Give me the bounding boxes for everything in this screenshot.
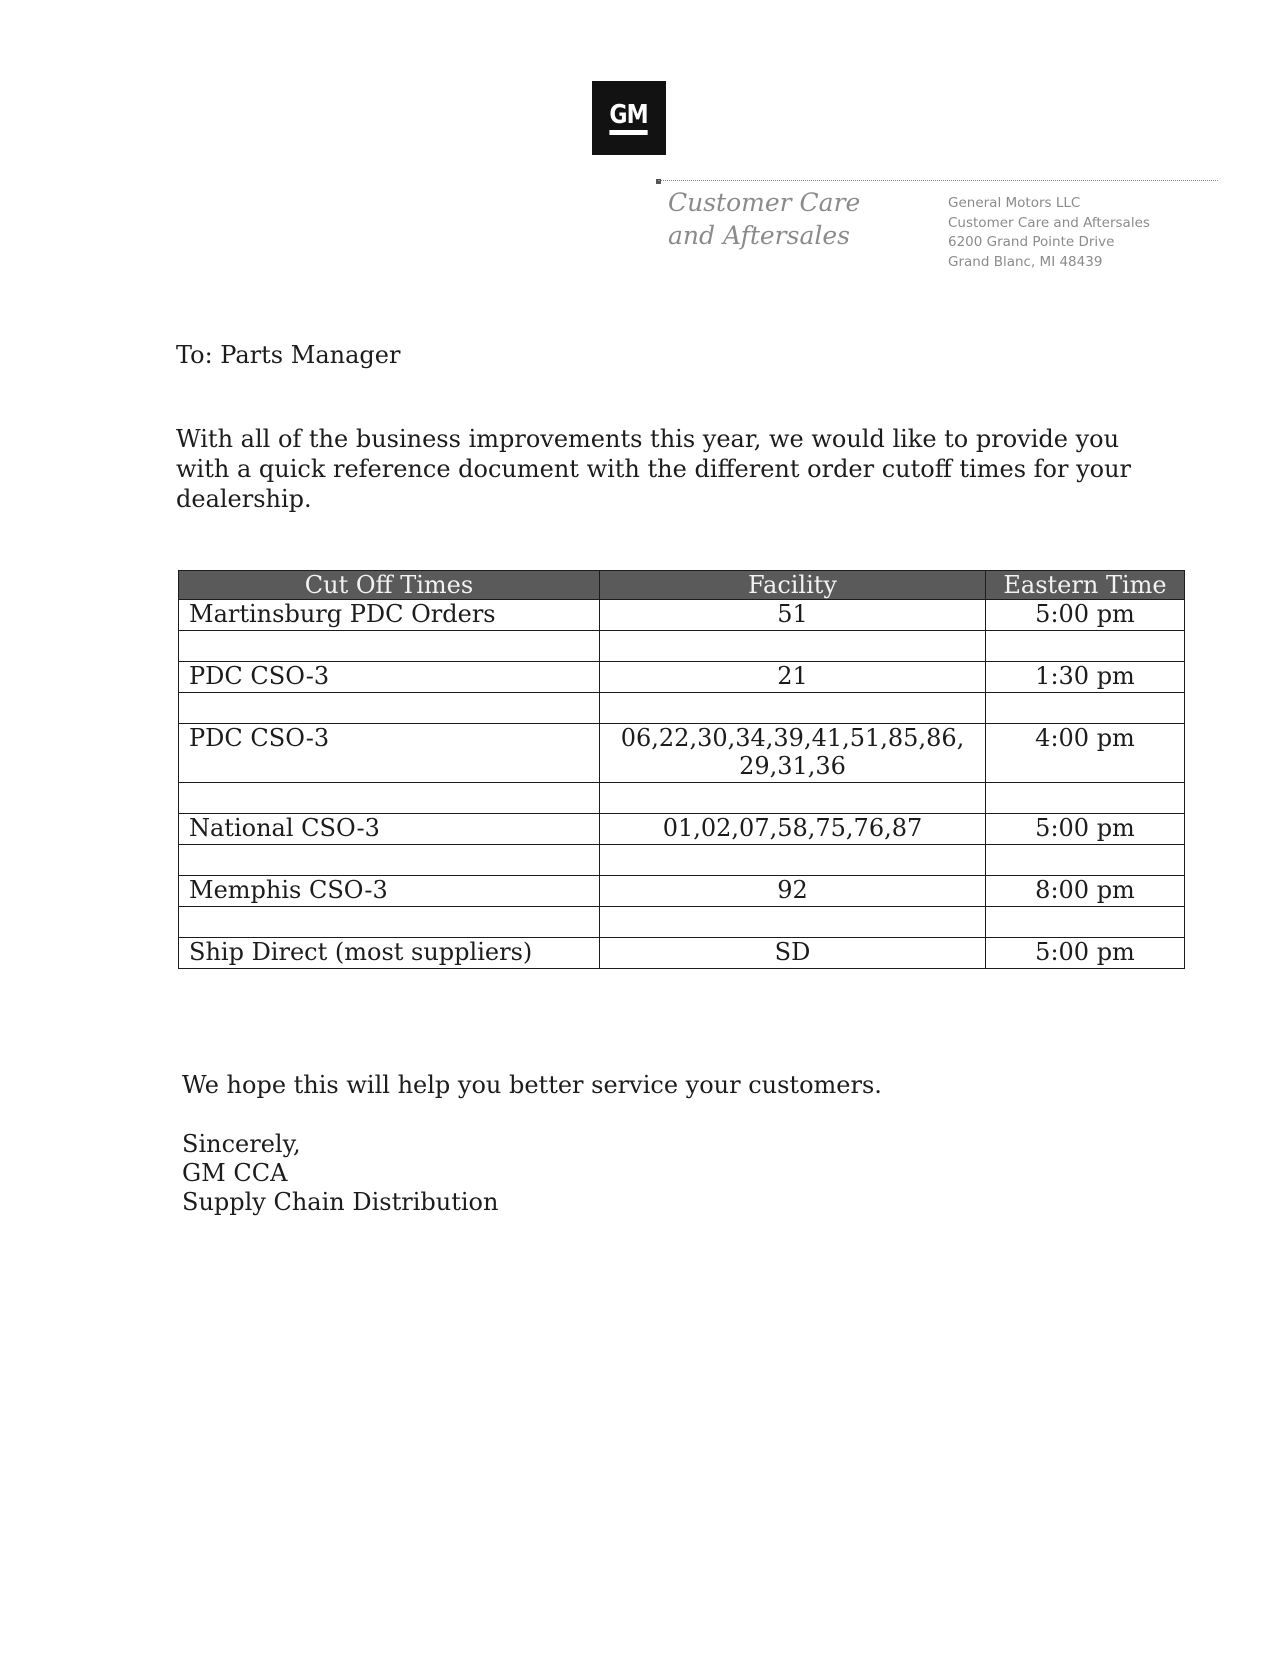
address-line: Customer Care and Aftersales [948, 214, 1150, 231]
eastern-time: 1:30 pm [986, 662, 1185, 693]
table-row [179, 938, 1185, 969]
facility-codes: 51 [600, 600, 986, 631]
table-header-row [179, 571, 1185, 600]
column-header: Eastern Time [986, 571, 1185, 600]
cutoff-times-table [178, 570, 1185, 969]
facility-codes: 21 [600, 662, 986, 693]
signature-block [182, 1130, 498, 1217]
cutoff-name: PDC CSO-3 [179, 724, 600, 783]
signoff-line: Supply Chain Distribution [182, 1188, 499, 1216]
address-line: Grand Blanc, MI 48439 [948, 253, 1103, 270]
signoff-line: Sincerely, [182, 1130, 301, 1158]
department-name: Customer Care and Aftersales [668, 188, 861, 250]
eastern-time: 5:00 pm [986, 600, 1185, 631]
recipient-line: To: Parts Manager [176, 341, 401, 369]
spacer-row [179, 845, 1185, 876]
table-row [179, 876, 1185, 907]
cutoff-name: Ship Direct (most suppliers) [179, 938, 600, 969]
eastern-time: 8:00 pm [986, 876, 1185, 907]
closing-paragraph: We hope this will help you better service your customers. [182, 1071, 882, 1099]
column-header: Cut Off Times [179, 571, 600, 600]
gm-logo [592, 81, 666, 155]
cutoff-name: PDC CSO-3 [179, 662, 600, 693]
column-header: Facility [600, 571, 986, 600]
signoff-line: GM CCA [182, 1159, 288, 1187]
eastern-time: 5:00 pm [986, 814, 1185, 845]
table-row [179, 814, 1185, 845]
table-row [179, 724, 1185, 783]
facility-codes: 06,22,30,34,39,41,51,85,86, 29,31,36 [600, 724, 986, 783]
intro-paragraph: With all of the business improvements this year, we would like to provide you with a quick reference document with the different order cutoff times for your dealership. [176, 425, 1132, 513]
spacer-row [179, 631, 1185, 662]
spacer-row [179, 693, 1185, 724]
cutoff-name: National CSO-3 [179, 814, 600, 845]
company-address [948, 194, 1150, 272]
address-line: General Motors LLC [948, 195, 1081, 211]
table-row [179, 600, 1185, 631]
facility-codes: SD [600, 938, 986, 969]
cutoff-name: Martinsburg PDC Orders [179, 600, 600, 631]
cutoff-name: Memphis CSO-3 [179, 876, 600, 907]
table-row [179, 662, 1185, 693]
facility-codes: 01,02,07,58,75,76,87 [600, 814, 986, 845]
spacer-row [179, 783, 1185, 814]
address-line: 6200 Grand Pointe Drive [948, 234, 1115, 250]
spacer-row [179, 907, 1185, 938]
header-rule [658, 180, 1218, 181]
eastern-time: 5:00 pm [986, 938, 1185, 969]
facility-codes: 92 [600, 876, 986, 907]
eastern-time: 4:00 pm [986, 724, 1185, 783]
gm-logo-text: GM [610, 102, 648, 135]
